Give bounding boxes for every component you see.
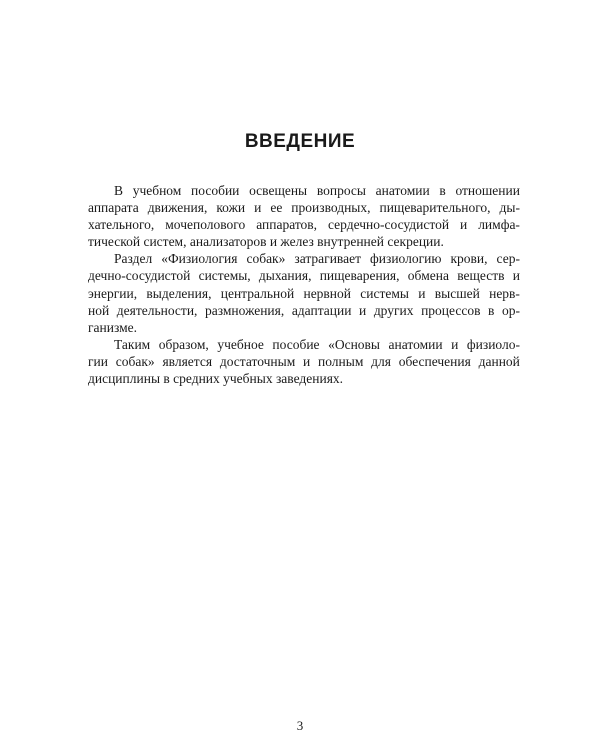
word: центральной — [220, 285, 295, 301]
word: гии — [88, 353, 108, 369]
word: высшей — [434, 285, 480, 301]
word: и — [460, 217, 468, 233]
word: адаптации — [291, 302, 352, 318]
word: анатомии — [388, 336, 443, 352]
word: движения, — [147, 200, 208, 216]
text-line — [88, 302, 520, 319]
word: и — [359, 302, 367, 318]
paragraph — [88, 182, 520, 250]
word: «Основы — [328, 336, 380, 352]
text-line — [88, 233, 520, 250]
word: физиологию — [370, 251, 442, 267]
word: и — [254, 200, 262, 216]
word: нерв- — [489, 285, 520, 301]
word: кожи — [216, 200, 246, 216]
word: размножения, — [205, 302, 285, 318]
word: обмена — [407, 268, 449, 284]
word: обеспечения — [398, 353, 471, 369]
body-text — [88, 182, 520, 387]
word: ее — [270, 200, 283, 216]
text-line — [88, 370, 520, 387]
word: затрагивает — [294, 251, 362, 267]
word: системы, — [198, 268, 251, 284]
text-line — [88, 250, 520, 267]
word: веществ — [457, 268, 505, 284]
word: процессов — [421, 302, 481, 318]
page-number: 3 — [296, 718, 304, 733]
word: данной — [478, 353, 520, 369]
text-line — [88, 182, 520, 199]
word: нервной — [303, 285, 352, 301]
text-line — [88, 199, 520, 216]
word: пособие — [272, 336, 320, 352]
word: Раздел — [114, 251, 153, 267]
word: учебное — [217, 336, 264, 352]
word: достаточным — [219, 353, 296, 369]
paragraph — [88, 336, 520, 387]
word: освещены — [249, 183, 308, 198]
word: пищеварения, — [319, 268, 400, 284]
word: ды- — [499, 200, 520, 216]
word: в — [439, 183, 446, 198]
text-line — [88, 336, 520, 353]
word: является — [162, 353, 213, 369]
word: и — [451, 336, 459, 352]
word: Таким — [114, 336, 151, 352]
word: сердечно-сосудистой — [328, 217, 450, 233]
word: и — [418, 285, 426, 301]
word: ор- — [501, 302, 520, 318]
word: ганизме. — [88, 319, 138, 335]
word: дисциплины в средних учебных заведениях. — [88, 371, 344, 387]
word: отношении — [455, 183, 520, 198]
word: и — [303, 353, 311, 369]
word: анатомии — [375, 183, 430, 198]
word: сер- — [496, 251, 520, 267]
word: в — [488, 302, 495, 318]
text-line — [88, 267, 520, 284]
page-title: ВВЕДЕНИЕ — [244, 131, 356, 152]
word: крови, — [450, 251, 488, 267]
word: пищеварительного, — [379, 200, 491, 216]
word: физиоло- — [466, 336, 520, 352]
text-line — [88, 353, 520, 370]
word: дыхания, — [258, 268, 312, 284]
word: В — [114, 183, 124, 198]
word: аппарата — [88, 200, 139, 216]
word: деятельности, — [116, 302, 198, 318]
word: хательного, — [88, 217, 155, 233]
word: и — [512, 268, 520, 284]
word: других — [373, 302, 414, 318]
word: системы — [360, 285, 409, 301]
word: производных, — [291, 200, 371, 216]
word: ной — [88, 302, 110, 318]
word: собак» — [115, 353, 155, 369]
word: учебном — [132, 183, 182, 198]
word: образом, — [158, 336, 209, 352]
word: мочеполового — [165, 217, 246, 233]
word: выделения, — [146, 285, 212, 301]
word: аппаратов, — [256, 217, 318, 233]
text-line — [88, 216, 520, 233]
paragraph — [88, 250, 520, 335]
word: собак» — [246, 251, 286, 267]
word: «Физиология — [161, 251, 238, 267]
word: дечно-сосудистой — [88, 268, 191, 284]
word: полным — [318, 353, 364, 369]
word: лимфа- — [478, 217, 520, 233]
word: тической систем, анализаторов и желез внутренней секреции. — [88, 234, 444, 250]
word: энергии, — [88, 285, 138, 301]
word: пособии — [191, 183, 240, 198]
word: вопросы — [316, 183, 366, 198]
text-line — [88, 319, 520, 336]
word: для — [371, 353, 391, 369]
text-line — [88, 285, 520, 302]
